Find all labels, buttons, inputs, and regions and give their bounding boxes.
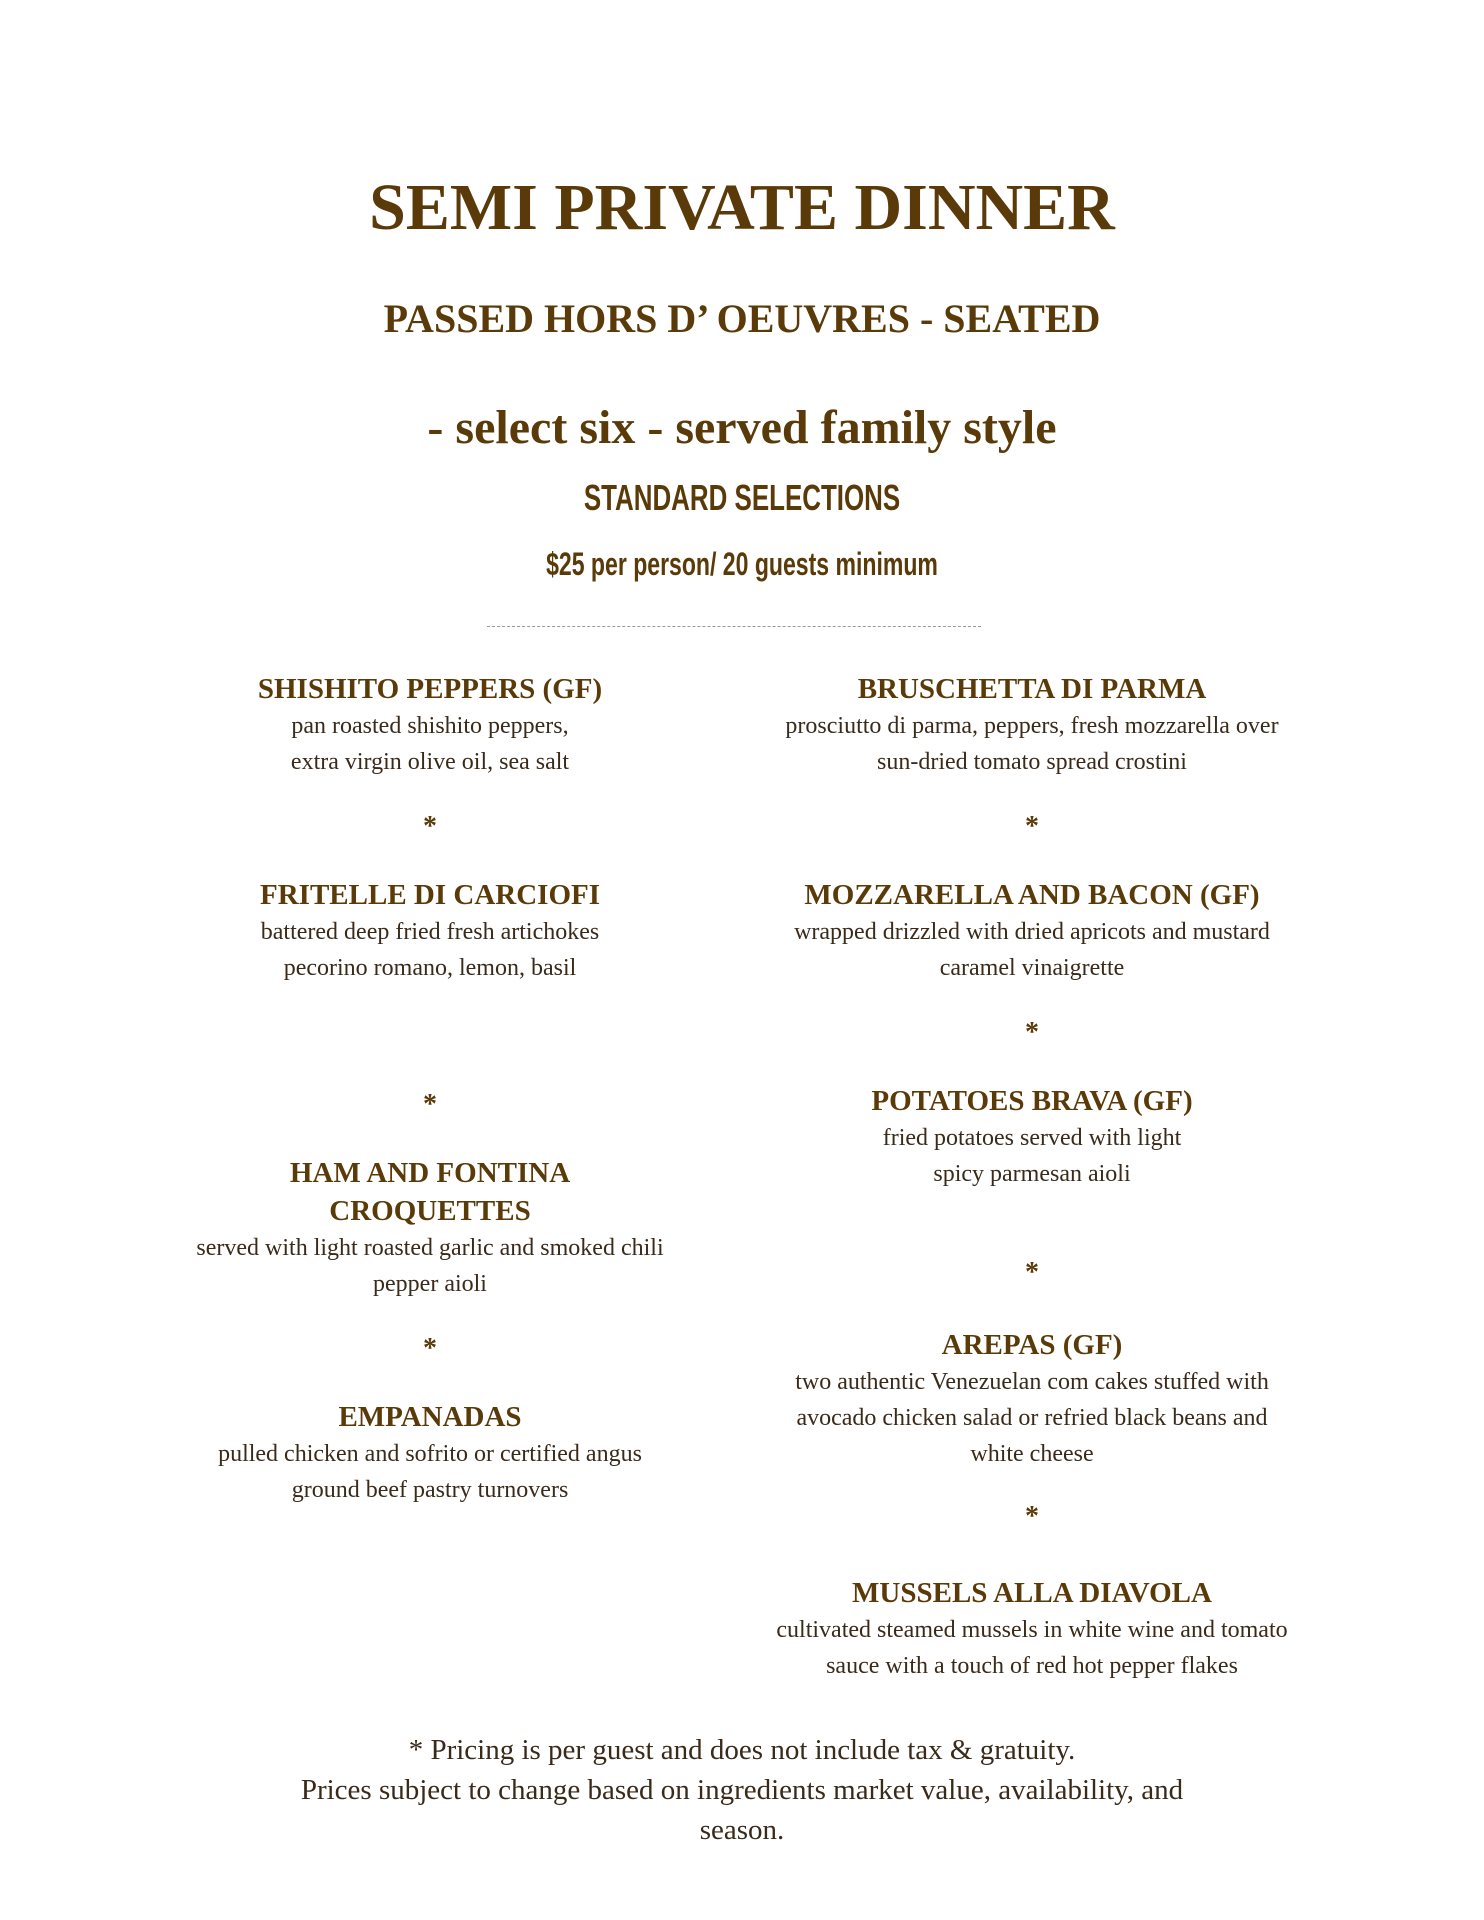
item-desc-line: cultivated steamed mussels in white wine and tomato bbox=[776, 1617, 1288, 1643]
separator-star: * bbox=[423, 1333, 437, 1364]
standard-selections-heading: STANDARD SELECTIONS bbox=[583, 477, 901, 518]
price-line: $25 per person/ 20 guests minimum bbox=[546, 546, 938, 582]
separator-star: * bbox=[1025, 1017, 1039, 1048]
separator-star: * bbox=[423, 1089, 437, 1120]
item-name: MOZZARELLA AND BACON (GF) bbox=[804, 879, 1260, 911]
menu-item-empanadas bbox=[150, 1398, 710, 1508]
item-desc-line: caramel vinaigrette bbox=[939, 955, 1125, 981]
item-desc-line: prosciutto di parma, peppers, fresh mozzarella over bbox=[785, 713, 1279, 739]
pricing-footnote bbox=[0, 1730, 1484, 1850]
item-name: BRUSCHETTA DI PARMA bbox=[857, 673, 1207, 705]
item-desc-line: sauce with a touch of red hot pepper flakes bbox=[826, 1653, 1238, 1679]
item-desc-line: two authentic Venezuelan com cakes stuffed with bbox=[795, 1369, 1269, 1395]
menu-item-croquettes bbox=[150, 1154, 710, 1302]
menu-item-mussels bbox=[742, 1574, 1322, 1684]
separator-star: * bbox=[1025, 811, 1039, 842]
menu-item-arepas bbox=[742, 1326, 1322, 1472]
footnote-line: season. bbox=[699, 1814, 785, 1846]
item-desc-line: pepper aioli bbox=[373, 1271, 487, 1297]
item-desc-line: avocado chicken salad or refried black beans and bbox=[796, 1405, 1268, 1431]
item-desc-line: ground beef pastry turnovers bbox=[291, 1477, 569, 1503]
item-desc-line: battered deep fried fresh artichokes bbox=[260, 919, 600, 945]
page-title: SEMI PRIVATE DINNER bbox=[369, 171, 1115, 244]
item-name: POTATOES BRAVA (GF) bbox=[871, 1085, 1193, 1117]
item-desc-line: pan roasted shishito peppers, bbox=[291, 713, 569, 739]
item-name: MUSSELS ALLA DIAVOLA bbox=[852, 1577, 1212, 1609]
separator-star: * bbox=[1025, 1501, 1039, 1532]
dashed-divider bbox=[487, 626, 981, 627]
item-desc-line: spicy parmesan aioli bbox=[933, 1161, 1131, 1187]
item-name: EMPANADAS bbox=[338, 1401, 522, 1433]
item-name: AREPAS (GF) bbox=[941, 1329, 1123, 1361]
item-desc-line: white cheese bbox=[970, 1441, 1094, 1467]
item-desc-line: pulled chicken and sofrito or certified angus bbox=[218, 1441, 642, 1467]
item-name: FRITELLE DI CARCIOFI bbox=[260, 879, 600, 911]
item-desc-line: fried potatoes served with light bbox=[882, 1125, 1182, 1151]
menu-item-bruschetta bbox=[742, 670, 1322, 780]
separator-star: * bbox=[423, 811, 437, 842]
footnote-line: * Pricing is per guest and does not include tax & gratuity. bbox=[408, 1734, 1076, 1766]
item-desc-line: extra virgin olive oil, sea salt bbox=[290, 749, 570, 775]
footnote-line: Prices subject to change based on ingredients market value, availability, and bbox=[300, 1774, 1184, 1806]
menu-item-shishito bbox=[150, 670, 710, 780]
menu-item-potatoes-brava bbox=[742, 1082, 1322, 1192]
select-instruction: - select six - served family style bbox=[427, 401, 1057, 454]
item-desc-line: sun-dried tomato spread crostini bbox=[877, 749, 1187, 775]
item-desc-line: pecorino romano, lemon, basil bbox=[283, 955, 577, 981]
item-desc-line: wrapped drizzled with dried apricots and mustard bbox=[794, 919, 1270, 945]
section-subtitle: PASSED HORS D’ OEUVRES - SEATED bbox=[383, 296, 1101, 341]
menu-item-fritelle bbox=[150, 876, 710, 986]
item-name: SHISHITO PEPPERS (GF) bbox=[257, 673, 603, 705]
item-desc-line: served with light roasted garlic and smoked chili bbox=[196, 1235, 664, 1261]
item-name-line: HAM AND FONTINA bbox=[289, 1157, 571, 1189]
item-name-line: CROQUETTES bbox=[329, 1195, 531, 1227]
menu-item-mozzarella-bacon bbox=[742, 876, 1322, 986]
separator-star: * bbox=[1025, 1257, 1039, 1288]
